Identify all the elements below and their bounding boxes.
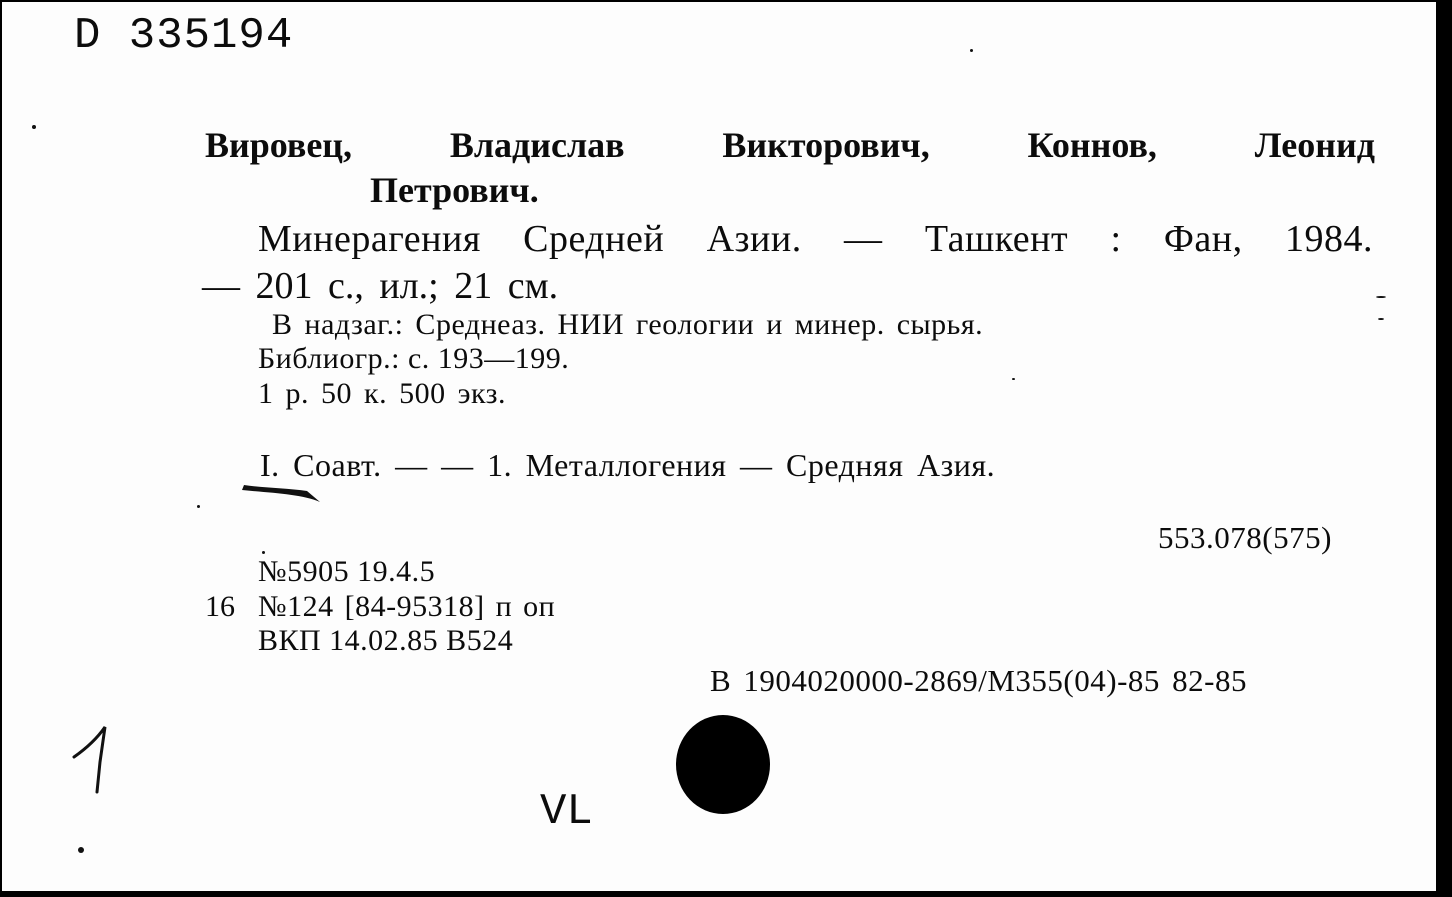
stamp-vl: VL [540, 787, 593, 837]
title-word: : [1110, 218, 1122, 260]
speck [1378, 318, 1384, 320]
tracing: I. Соавт. — — 1. Металлогения — Средняя Азия. [260, 447, 996, 483]
udc-number: 553.078(575) [1158, 520, 1332, 555]
speck [197, 505, 200, 508]
speck [1376, 296, 1386, 298]
title-word: Средней [523, 218, 665, 260]
title-word: Ташкент [924, 218, 1069, 260]
note-bibliography: Библиогр.: с. 193—199. [258, 342, 570, 375]
underline-swoosh [242, 485, 320, 502]
title-word: Азии. [706, 218, 802, 260]
catalog-card [2, 2, 1442, 893]
title-word: — [844, 218, 883, 260]
author-word: Владислав [449, 125, 625, 165]
print-line-3: ВКП 14.02.85 В524 [258, 624, 514, 657]
call-number: D 335194 [74, 11, 294, 61]
authors-continued: Петрович. [370, 170, 539, 210]
handwritten-one [74, 727, 105, 792]
classification-code: В 1904020000-2869/М355(04)-85 82-85 [710, 663, 1247, 698]
author-word: Леонид [1254, 125, 1375, 165]
speck [78, 847, 84, 853]
author-word: Коннов, [1027, 125, 1157, 165]
title-word: 1984. [1284, 218, 1373, 260]
handwritten-marks [2, 2, 1442, 893]
title-word: Фан, [1163, 218, 1243, 260]
physical-description: — 201 с., ил.; 21 см. [202, 265, 559, 307]
title-word: Минерагения [258, 218, 481, 260]
author-word: Викторович, [722, 125, 930, 165]
print-line-2: №124 [84-95318] п оп [258, 590, 556, 623]
note-header: В надзаг.: Среднеаз. НИИ геологии и минер. сырья. [272, 308, 984, 341]
author-word: Вировец, [205, 125, 353, 165]
speck [970, 49, 973, 52]
print-line-2-number: 16 [205, 590, 235, 623]
speck [32, 125, 36, 129]
print-line-1: №5905 19.4.5 [258, 555, 436, 588]
speck [262, 551, 265, 554]
price-copies: 1 р. 50 к. 500 экз. [258, 377, 506, 410]
speck [1012, 378, 1015, 380]
